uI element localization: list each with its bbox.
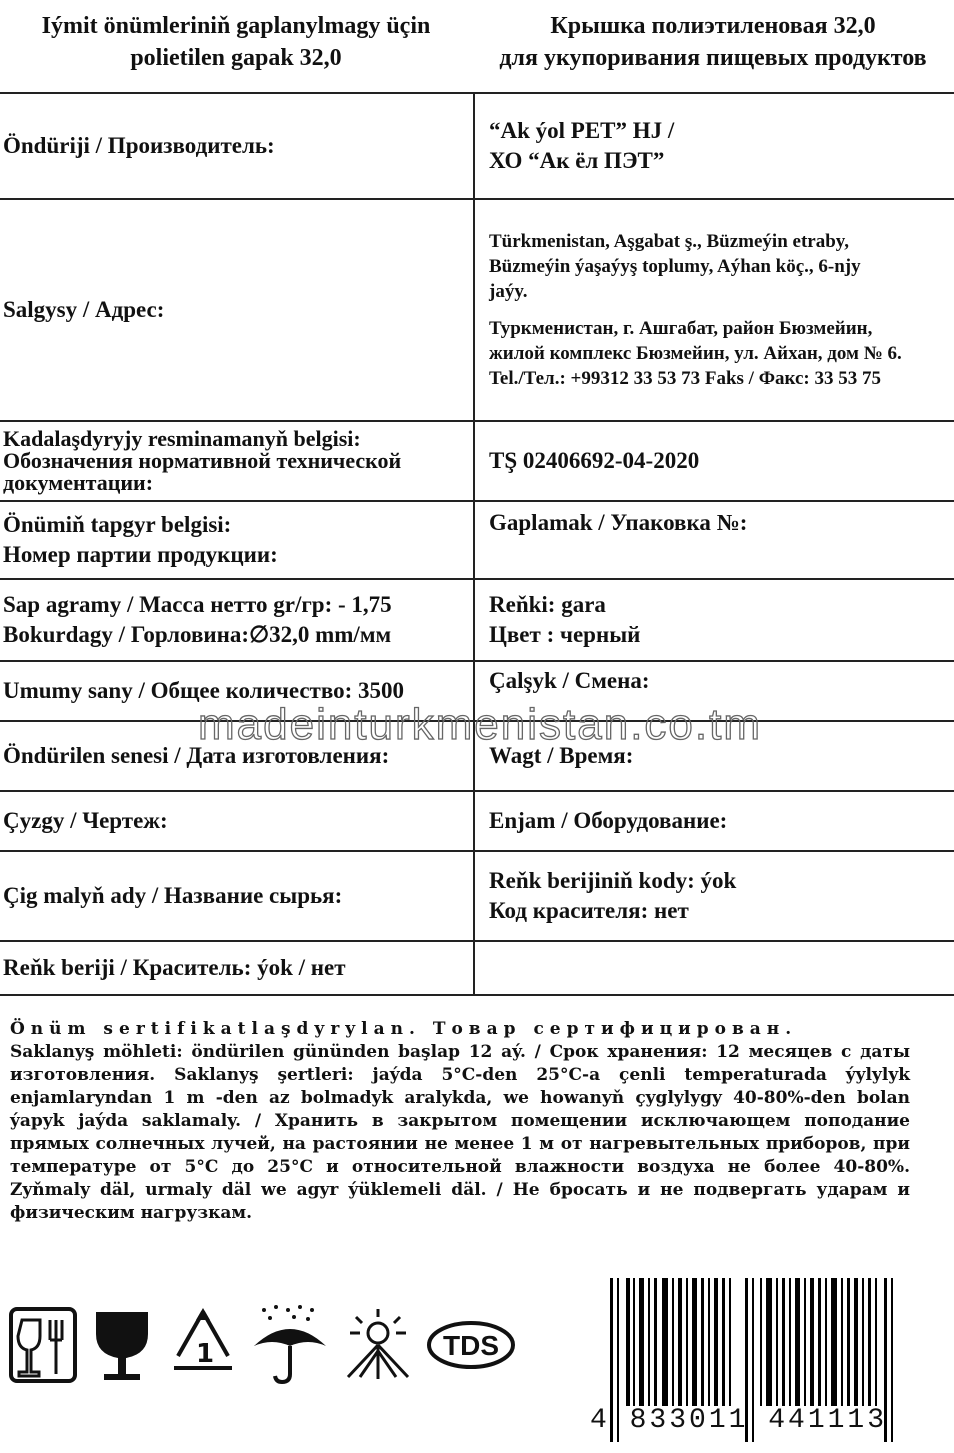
address-tk-1: Türkmenistan, Aşgabat ş., Büzmeýin etraby, [489, 231, 849, 252]
mass-label: Sap agramy / Масса нетто gr/гр: - 1,75 [3, 592, 392, 617]
mass-cell [0, 579, 474, 661]
table-row-dye [0, 941, 954, 995]
dye-label: Reňk beriji / Краситель: ýok / нет [3, 955, 346, 980]
color-ru: Цвет : черный [489, 622, 641, 647]
tds-logo-icon [426, 1317, 516, 1373]
title-tk-line-2: polietilen gapak 32,0 [130, 45, 342, 71]
address-phone: Tel./Тел.: +99312 33 53 73 Faks / Факс: 33 53 75 [489, 368, 882, 389]
certified-note: Önüm sertifikatlaşdyrylan. Товар сертифицирован. [10, 1019, 798, 1039]
manufacturer-value-1: “Ak ýol PET” HJ / [489, 118, 675, 143]
batch-label-cell [0, 501, 474, 579]
dye-code-tk: Reňk berijiniň kody: ýok [489, 868, 737, 893]
food-safe-icon [8, 1306, 78, 1384]
manufacturer-value-2: ХО “Ак ёл ПЭТ” [489, 148, 665, 173]
dye-code-cell [474, 851, 954, 941]
dye-empty-cell [474, 941, 954, 995]
date-cell [0, 721, 474, 791]
dye-cell [0, 941, 474, 995]
color-cell [474, 579, 954, 661]
address-value-cell [474, 199, 954, 421]
watermark: madeinturkmenistan.co.tm [198, 700, 762, 749]
title-ru-line-2: для укупоривания пищевых продуктов [499, 45, 927, 71]
address-ru-1: Туркменистан, г. Ашгабат, район Бюзмейин, [489, 318, 873, 339]
neck-line [3, 620, 473, 650]
table-row-address [0, 199, 954, 421]
time-label: Wagt / Время: [489, 743, 634, 768]
shift-cell [474, 661, 954, 721]
storage-notes [10, 1018, 910, 1225]
recycle-1-icon [166, 1306, 240, 1384]
table-row-drawing [0, 791, 954, 851]
table-row-date [0, 721, 954, 791]
batch-label-2: Номер партии продукции: [3, 542, 278, 567]
storage-conditions: Saklanyş möhleti: öndürilen gününden başlap 12 aý. / Срок хранения: 12 месяцев с даты изготовления. Saklanyş şertleri: jaýda 5°C-den 25°C-a çenli temperaturada ýylylyk enjamlaryndan 1 m -den az bolmadyk aralykda, we howanyň çyglylygy 40-80%-den bolan ýapyk jaýda saklamaly. / Хранить в закрытом помещении исключающем поподание прямых солнечных лучей, на растоянии не менее 1 м от нагревытельных приборов, при температуре от 5°C до 25°C и относительной влажности воздуха не более 40-80%. Zyňmaly däl, urmaly däl we agyr ýüklemeli däl. / Не бросать и не подвергать ударам и физическим нагрузкам. [10, 1042, 910, 1223]
keep-dry-umbrella-icon [250, 1302, 330, 1388]
raw-label: Çig malyň ady / Название сырья: [3, 883, 343, 908]
barcode-digits: 4 833011 441113 [590, 1405, 888, 1436]
neck-value: 32,0 mm/мм [269, 622, 392, 647]
header-title-turkmen [0, 0, 472, 102]
normdoc-label-1: Kadalaşdyryjy resminamanyň belgisi: [3, 426, 361, 451]
manufacturer-label: Öndüriji / Производитель: [3, 133, 275, 158]
table-row-manufacturer [0, 93, 954, 199]
fragile-glass-icon [88, 1306, 156, 1384]
recycle-number: 1 [196, 1339, 215, 1369]
address-gap [489, 304, 954, 316]
table-row-raw-material [0, 851, 954, 941]
package-icons [8, 1300, 516, 1390]
packing-label: Gaplamak / Упаковка №: [489, 510, 748, 535]
diameter-icon: ∅ [249, 622, 270, 647]
quantity-label: Umumy sany / Общее количество: 3500 [3, 678, 405, 703]
neck-label: Bokurdagy / Горловина: [3, 622, 250, 647]
raw-cell [0, 851, 474, 941]
title-tk-line-1: Iýmit önümleriniň gaplanylmagy üçin [41, 13, 431, 39]
normdoc-value-cell [474, 421, 954, 501]
equipment-cell [474, 791, 954, 851]
equipment-label: Enjam / Оборудование: [489, 808, 728, 833]
tds-text: TDS [443, 1330, 499, 1361]
packing-cell [474, 501, 954, 579]
time-cell [474, 721, 954, 791]
address-label-cell [0, 199, 474, 421]
table-row-normative-doc [0, 421, 954, 501]
header-title-russian [472, 0, 954, 102]
manufacturer-value-cell [474, 93, 954, 199]
address-tk-2: Büzmeýin ýaşaýyş toplumy, Aýhan köç., 6-njy [489, 256, 861, 277]
normdoc-value: TŞ 02406692-04-2020 [489, 448, 700, 473]
color-tk: Reňki: gara [489, 592, 606, 617]
shift-label: Çalşyk / Смена: [489, 668, 650, 693]
drawing-cell [0, 791, 474, 851]
address-ru-2: жилой комплекс Бюзмейин, ул. Айхан, дом № 6. [489, 343, 902, 364]
address-tk-3: jaýy. [489, 281, 528, 302]
dye-code-ru: Код красителя: нет [489, 898, 689, 923]
table-row-batch [0, 501, 954, 579]
normdoc-label-3: документации: [3, 470, 154, 495]
manufacturer-label-cell [0, 93, 474, 199]
title-ru-line-1: Крышка полиэтиленовая 32,0 [550, 13, 876, 39]
table-row-mass [0, 579, 954, 661]
normdoc-label-cell [0, 421, 474, 501]
quantity-cell [0, 661, 474, 721]
address-label: Salgysy / Адрес: [3, 297, 165, 322]
product-info-table [0, 92, 954, 996]
date-label: Öndürilen senesi / Дата изготовления: [3, 743, 390, 768]
table-row-quantity [0, 661, 954, 721]
batch-label-1: Önümiň tapgyr belgisi: [3, 512, 232, 537]
normdoc-label-2: Обозначения нормативной технической [3, 448, 402, 473]
drawing-label: Çyzgy / Чертеж: [3, 808, 168, 833]
keep-away-sun-icon [340, 1305, 416, 1385]
